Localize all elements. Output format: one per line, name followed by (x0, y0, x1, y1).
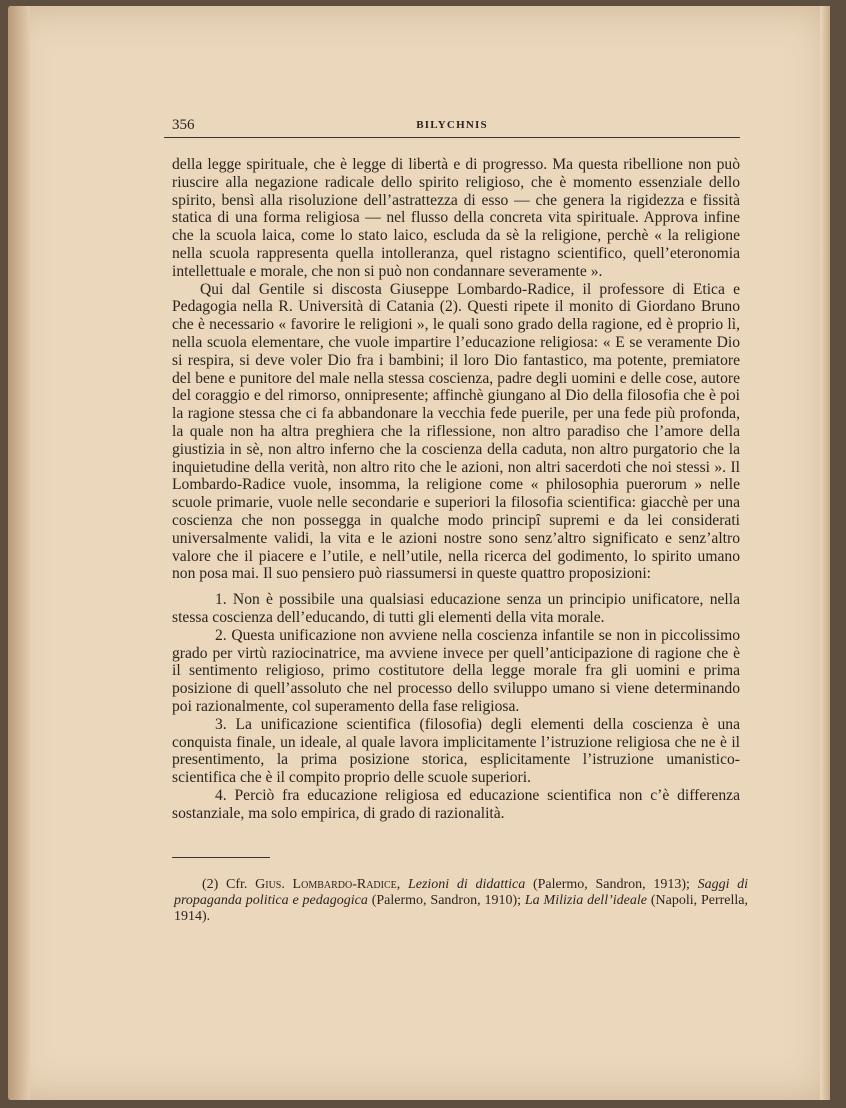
page-fore-edge (820, 6, 830, 1100)
footnote-publisher: (Palermo, Sandron, 1910); (371, 893, 522, 908)
footnote-author: Gius. Lombardo-Radice, (255, 877, 401, 892)
footnote (174, 877, 748, 925)
footnote-title: La Milizia dell’ideale (524, 893, 647, 908)
page-number: 356 (172, 117, 195, 133)
footnote-publisher: (Napoli, Perrella, 1914). (174, 893, 749, 924)
footnote-title: Saggi di propaganda politica e pedagogica (174, 877, 749, 908)
header-rule (164, 137, 740, 138)
main-text (172, 156, 740, 822)
page-header (164, 112, 740, 140)
running-head: BILYCHNIS (416, 119, 488, 131)
footnote-marker: (2) Cfr. (202, 877, 248, 892)
proposition-item: 2. Questa unificazione non avviene nella coscienza infantile se non in piccolissimo grado per virtù raziocinatrice, ma avviene invece per quell’anticipazione di ragione che è il sentimento religioso, primo costitutore della legge morale fra gli uomini e prima posizione di quell’assoluto che nel processo dello sviluppo umano si viene determinando poi razionalmente, col superamento della fase religiosa. (172, 626, 740, 715)
footnote-rule (172, 857, 270, 858)
footnote-publisher: (Palermo, Sandron, 1913); (532, 877, 690, 892)
footnote-title: Lezioni di didattica (407, 877, 526, 892)
proposition-item: 4. Perciò fra educazione religiosa ed educazione scientifica non c’è differenza sostanziale, ma solo empirica, di grado di razionalità. (172, 786, 740, 822)
proposition-item: 1. Non è possibile una qualsiasi educazione senza un principio unificatore, nella stessa coscienza dell’educando, di tutti gli elementi della vita morale. (172, 591, 740, 626)
paragraph: Qui dal Gentile si discosta Giuseppe Lombardo-Radice, il professore di Etica e Pedagogia nella R. Università di Catania (2). Questi ripete il monito di Giordano Bruno che è necessario « favorire le religioni », le quali sono grado della ragione, ed è proprio lì, nella scuola elementare, che vuole impartire l’educazione religiosa: « E se veramente Dio si respira, si deve voler Dio fra i bambini; il loro Dio fantastico, ma potente, premiatore del bene e punitore del male nella stessa coscienza, padre degli uomini e delle cose, autore del coraggio e del rimorso, onnipresente; affinchè giungano al Dio della filosofia che è poi la ragione stessa che ci fa abbandonare la vecchia fede puerile, per una fede più profonda, la quale non ha altra preghiera che la riflessione, non altro paradiso che l’amore della giustizia in sè, non altro inferno che la coscienza della caduta, non altro purgatorio che la inquietudine della verità, non altro rito che le azioni, non altri sacerdoti che noi stessi ». Il Lombardo-Radice vuole, insomma, la religione come « philosophia puerorum » nelle scuole primarie, vuole nelle secondarie e superiori la filosofia scientifica: giacchè per una coscienza che non possegga in qualche modo principî supremi e da lei considerati universalmente validi, la vita e le azioni nostre sono senz’altro significato e senz’altro valore che il piacere e l’utile, e nell’utile, nella ricerca del godimento, lo spirito umano non posa mai. Il suo pensiero può riassumersi in queste quattro proposizioni: (172, 280, 740, 583)
page-binding-edge (8, 6, 30, 1100)
proposition-item: 3. La unificazione scientifica (filosofia) degli elementi della coscienza è una conquista finale, un ideale, al quale lavora implicitamente l’istruzione religiosa che ne è il presentimento, la prima posizione storica, esplicitamente l’istruzione umanistico-scientifica che è il compito proprio delle scuole superiori. (172, 715, 740, 787)
paragraph: della legge spirituale, che è legge di libertà e di progresso. Ma questa ribellione non può riuscire alla negazione radicale dello spirito religioso, che è momento essenziale dello spirito, bensì alla risoluzione dell’astrattezza di esso — che genera la rigidezza e fissità statica di una forma religiosa — nel flusso della concreta vita spirituale. Approva infine che la scuola laica, come lo stato laico, escluda da sè la religione, perchè « la religione nella scuola rappresenta quella intolleranza, quel ristagno scientifico, quell’eteronomia intellettuale e morale, che non si può non condannare severamente ». (172, 156, 740, 280)
